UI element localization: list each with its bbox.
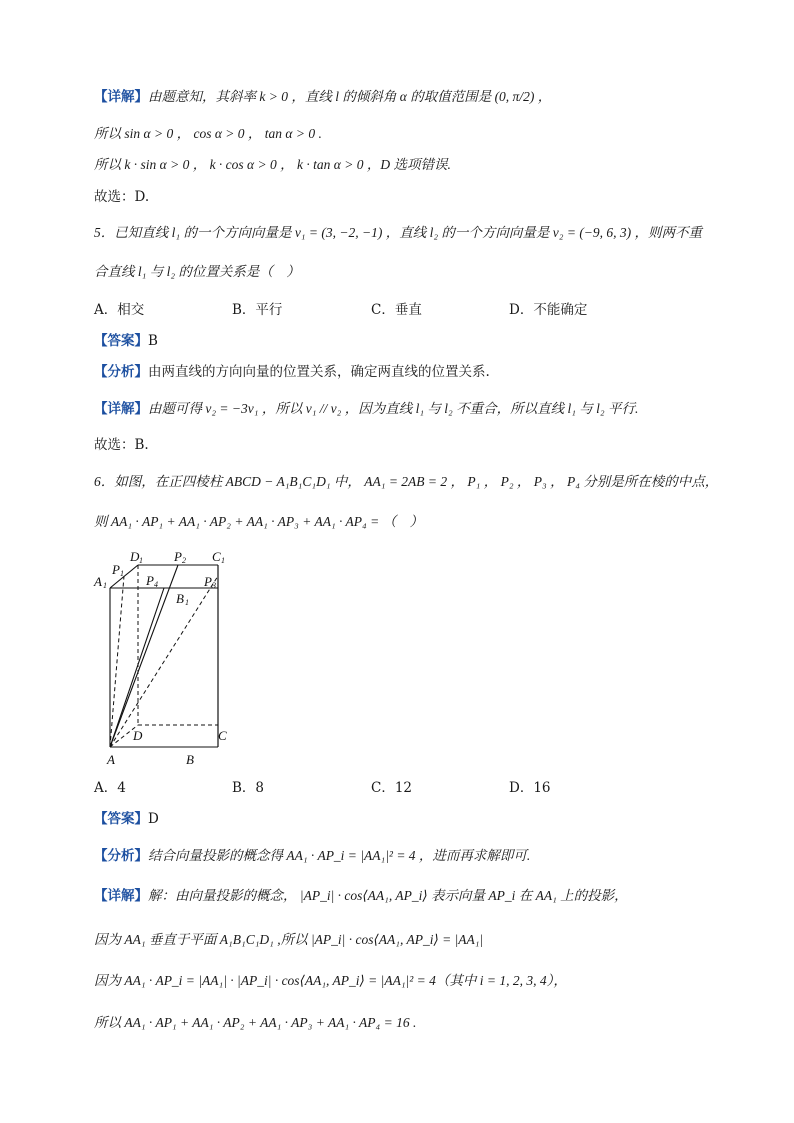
answer-tag: 【答案】 [94,811,148,827]
q6-stem-line-1: 6．如图，在正四棱柱 ABCD − A₁B₁C₁D₁ 中， AA₁ = 2AB = 2 ， P₁ ， P₂ ， P₃ ， P₄ 分别是所在棱的中点， [94,474,719,489]
q5-answer [94,331,158,351]
detail-tag: 【详解】 [94,89,148,105]
label-p1-sub: 1 [120,569,124,578]
label-b1-sub: 1 [185,598,189,607]
label-d1: D [130,549,140,564]
analysis-text: 结合向量投影的概念得 AA₁ · AP_i = |AA₁|² = 4 ，进而再求解即可. [148,848,531,863]
answer-value: D [148,811,159,827]
analysis-tag: 【分析】 [94,848,148,864]
q5-option-b: B．平行 [232,302,283,318]
detail-text: 由题可得 v₂ = −3v₁ ，所以 v₁ // v₂ ，因为直线 l₁ 与 l₂ 不重合，所以直线 l₁ 与 l₂ 平行. [148,401,639,416]
label-b: B [186,752,194,767]
label-b1: B [176,591,184,606]
q6-analysis [94,846,530,866]
label-p4-sub: 4 [154,580,158,589]
detail-tag: 【详解】 [94,401,148,417]
label-p1: P [112,562,120,577]
label-d: D [133,728,143,743]
label-c1-sub: 1 [221,556,225,565]
analysis-tag: 【分析】 [94,364,148,380]
q5-option-a: A．相交 [94,302,145,318]
q5-option-d: D．不能确定 [509,302,588,318]
q5-stem-line-2: 合直线 l₁ 与 l₂ 的位置关系是（ ） [94,264,300,279]
prev-detail-line [94,87,551,107]
answer-value: B [148,333,158,349]
answer-tag: 【答案】 [94,333,148,349]
label-a: A [107,752,115,767]
label-a1: A [94,574,102,589]
label-c: C [218,728,227,743]
label-c1: C [212,549,221,564]
q6-detail-line-2: 因为 AA₁ 垂直于平面 A₁B₁C₁D₁ ,所以 |AP_i| · cos⟨AA₁, AP_i⟩ = |AA₁| [94,932,484,947]
q5-choose: 故选：B. [94,437,149,453]
detail-text: 解：由向量投影的概念， |AP_i| · cos⟨AA₁, AP_i⟩ 表示向量 AP_i 在 AA₁ 上的投影， [148,888,628,903]
label-p3-sub: 3 [212,581,216,590]
detail-tag: 【详解】 [94,888,148,904]
q6-detail-line-3: 因为 AA₁ · AP_i = |AA₁| · |AP_i| · cos⟨AA₁, AP_i⟩ = |AA₁|² = 4（其中 i = 1, 2, 3, 4）， [94,973,567,988]
q5-detail [94,399,638,419]
prev-choose: 故选：D. [94,189,150,205]
detail-text: 由题意知，其斜率 k > 0 ，直线 l 的倾斜角 α 的取值范围是 (0, π/2) ， [148,89,552,104]
q6-detail [94,886,628,906]
label-p2: P [174,549,182,564]
label-a1-sub: 1 [103,581,107,590]
q5-analysis [94,362,490,382]
q6-option-d: D．16 [509,780,551,796]
label-p2-sub: 2 [182,556,186,565]
q6-stem-line-2: 则 AA₁ · AP₁ + AA₁ · AP₂ + AA₁ · AP₃ + AA₁ · AP₄ = （ ） [94,514,424,529]
q6-option-b: B．8 [232,780,265,796]
q6-option-c: C．12 [371,780,413,796]
analysis-text: 由两直线的方向向量的位置关系，确定两直线的位置关系. [148,364,490,380]
q5-option-c: C．垂直 [371,302,422,318]
prev-line-2: 所以 sin α > 0 ， cos α > 0 ， tan α > 0 . [94,126,322,141]
label-p3: P [204,574,212,589]
q6-detail-line-4: 所以 AA₁ · AP₁ + AA₁ · AP₂ + AA₁ · AP₃ + AA₁ · AP₄ = 16 . [94,1015,417,1030]
label-p4: P [146,573,154,588]
label-d1-sub: 1 [139,556,143,565]
prism-figure [90,545,250,770]
q6-option-a: A．4 [94,780,126,796]
q6-answer [94,809,159,829]
q5-stem-line-1: 5．已知直线 l₁ 的一个方向向量是 v₁ = (3, −2, −1) ，直线 l₂ 的一个方向向量是 v₂ = (−9, 6, 3) ，则两不重 [94,225,703,240]
prev-line-3: 所以 k · sin α > 0 ， k · cos α > 0 ， k · tan α > 0 ，D 选项错误. [94,157,451,172]
